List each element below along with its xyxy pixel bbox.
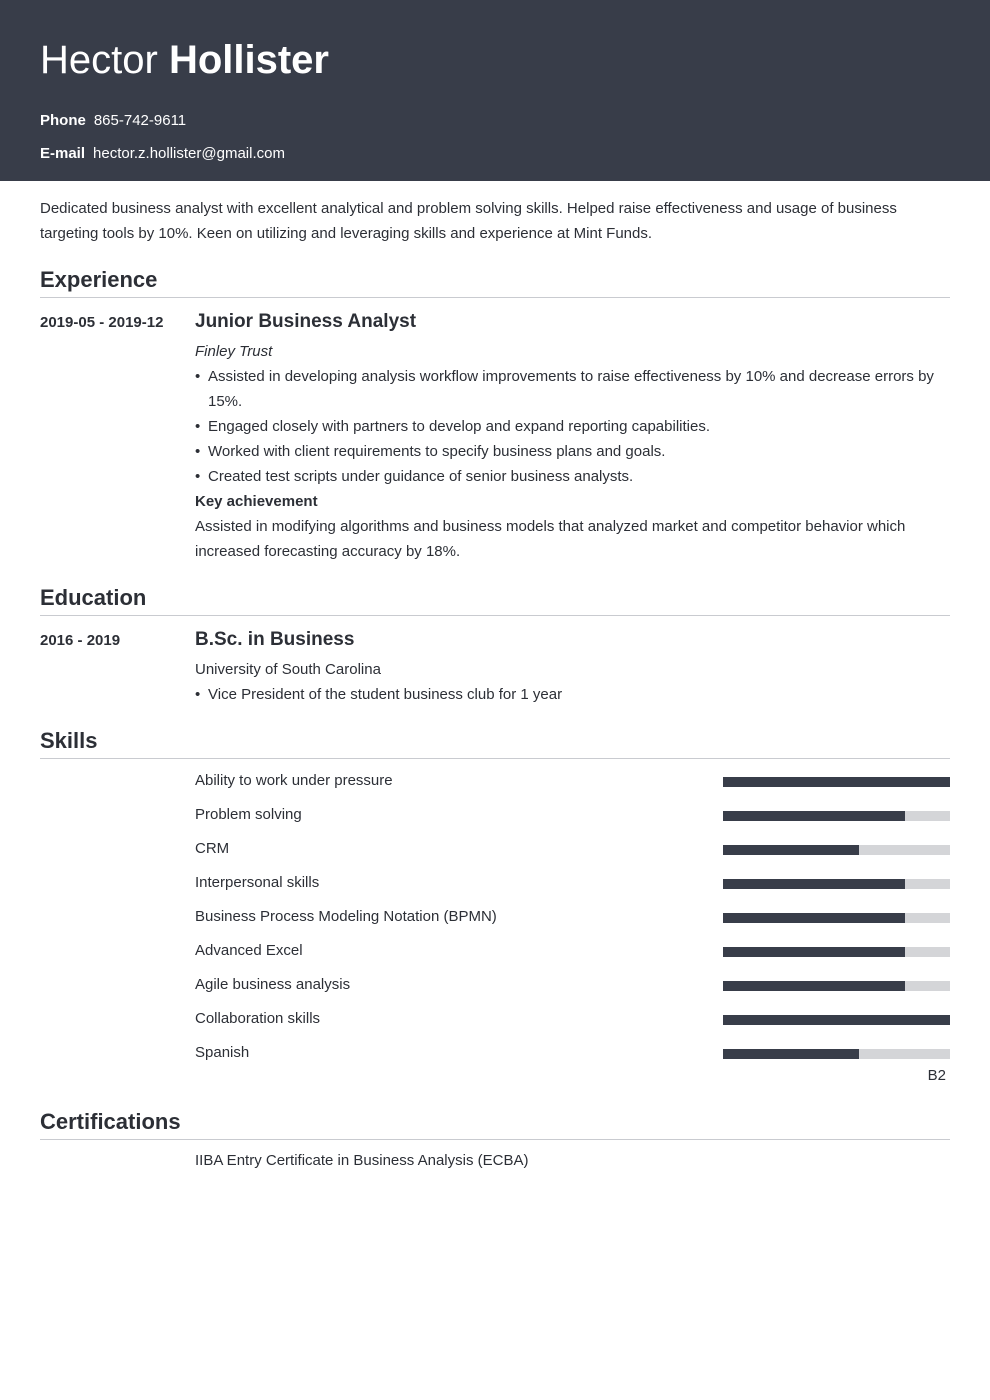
certification-item: IIBA Entry Certificate in Business Analysis (ECBA) bbox=[195, 1152, 529, 1169]
certifications-heading: Certifications bbox=[40, 1108, 950, 1140]
email-value[interactable]: hector.z.hollister@gmail.com bbox=[93, 145, 285, 162]
profile-summary: Dedicated business analyst with excellent analytical and problem solving skills. Helped raise effectiveness and usage of business targeting tools by 10%. Keen on utilizing and leveraging skills and experience at Mint Funds. bbox=[40, 200, 897, 242]
skill-row bbox=[195, 1009, 950, 1029]
skill-level-fill bbox=[723, 947, 905, 957]
skill-level-bar bbox=[723, 947, 950, 957]
skill-row bbox=[195, 941, 950, 961]
skill-level-fill bbox=[723, 777, 950, 787]
skill-level-fill bbox=[723, 845, 859, 855]
skill-row bbox=[195, 907, 950, 927]
language-level: B2 bbox=[927, 1067, 946, 1084]
skill-level-bar bbox=[723, 981, 950, 991]
email-label: E-mail bbox=[40, 145, 86, 162]
skill-level-fill bbox=[723, 981, 905, 991]
candidate-name bbox=[40, 36, 329, 84]
job-bullet: • Created test scripts under guidance of senior business analysts. bbox=[195, 464, 950, 489]
resume-header bbox=[0, 0, 990, 181]
skills-heading: Skills bbox=[40, 727, 950, 759]
education-dates: 2016 - 2019 bbox=[40, 632, 121, 649]
job-bullet: • Assisted in developing analysis workflow improvements to raise effectiveness by 10% and decrease errors by 15%. bbox=[195, 364, 950, 414]
skill-row bbox=[195, 805, 950, 825]
skill-level-bar bbox=[723, 1049, 950, 1059]
skill-row bbox=[195, 839, 950, 859]
skill-row bbox=[195, 975, 950, 995]
skill-level-bar bbox=[723, 845, 950, 855]
education-bullet: • Vice President of the student business club for 1 year bbox=[195, 682, 950, 707]
skill-level-bar bbox=[723, 913, 950, 923]
skill-row bbox=[195, 1043, 950, 1063]
skill-name: Agile business analysis bbox=[195, 976, 351, 993]
skill-level-bar bbox=[723, 879, 950, 889]
skill-row bbox=[195, 873, 950, 893]
skill-level-fill bbox=[723, 1049, 859, 1059]
job-bullet: • Worked with client requirements to specify business plans and goals. bbox=[195, 439, 950, 464]
education-bullets bbox=[195, 682, 950, 707]
skill-name: Spanish bbox=[195, 1044, 250, 1061]
phone-value: 865-742-9611 bbox=[93, 112, 187, 129]
education-entry bbox=[195, 627, 950, 707]
skill-level-fill bbox=[723, 811, 905, 821]
job-bullet: • Engaged closely with partners to develop and expand reporting capabilities. bbox=[195, 414, 950, 439]
last-name: Hollister bbox=[168, 38, 329, 82]
job-bullets bbox=[195, 364, 950, 489]
school-name: University of South Carolina bbox=[195, 661, 381, 678]
skill-name: Advanced Excel bbox=[195, 942, 303, 959]
job-entry bbox=[195, 309, 950, 564]
education-heading: Education bbox=[40, 584, 950, 616]
skill-row bbox=[195, 771, 950, 791]
email-row bbox=[40, 144, 285, 164]
skill-name: Collaboration skills bbox=[195, 1010, 321, 1027]
job-dates: 2019-05 - 2019-12 bbox=[40, 314, 164, 331]
phone-label: Phone bbox=[40, 112, 86, 129]
company-name: Finley Trust bbox=[195, 343, 273, 360]
skill-level-fill bbox=[723, 913, 905, 923]
job-title: Junior Business Analyst bbox=[195, 311, 417, 332]
phone-row bbox=[40, 111, 186, 131]
first-name: Hector bbox=[40, 38, 158, 82]
skill-level-fill bbox=[723, 1015, 950, 1025]
skill-name: Problem solving bbox=[195, 806, 302, 823]
key-achievement-label: Key achievement bbox=[195, 493, 318, 510]
experience-heading: Experience bbox=[40, 266, 950, 298]
skill-level-bar bbox=[723, 811, 950, 821]
degree-title: B.Sc. in Business bbox=[195, 629, 355, 650]
skill-name: Ability to work under pressure bbox=[195, 772, 393, 789]
skill-name: Interpersonal skills bbox=[195, 874, 320, 891]
skill-level-bar bbox=[723, 1015, 950, 1025]
skill-name: CRM bbox=[195, 840, 230, 857]
key-achievement-text: Assisted in modifying algorithms and business models that analyzed market and competitor behavior which increased forecasting accuracy by 18%. bbox=[195, 518, 906, 560]
skill-level-fill bbox=[723, 879, 905, 889]
skill-level-bar bbox=[723, 777, 950, 787]
skill-name: Business Process Modeling Notation (BPMN) bbox=[195, 908, 497, 925]
